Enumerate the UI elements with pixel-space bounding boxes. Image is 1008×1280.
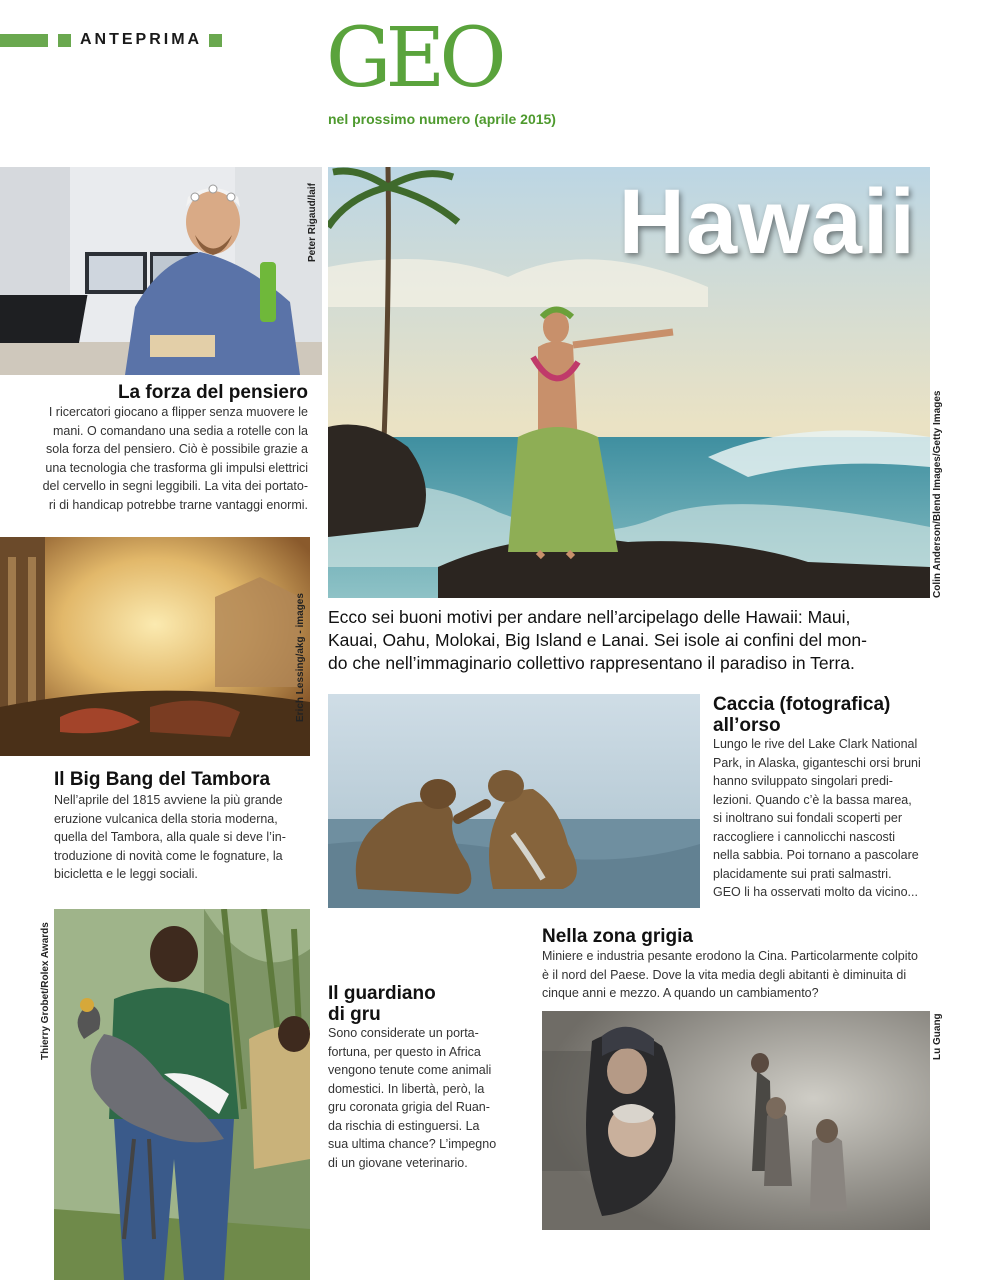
body-orso: Lungo le rive del Lake Clark National Park, in Alaska, giganteschi orsi bruni hanno sviluppato singolari predi- lezioni. Quando c’è la bassa marea, si inoltrano sui fondali scoperti per raccogliere i cannolicchi nascosti nella sabbia. Poi tornano a pascolare placidamente sui prati salmastri. GEO li ha osservati molto da vicino... (713, 737, 921, 899)
title-pensiero: La forza del pensiero (117, 382, 308, 403)
credit-hawaii: Colin Anderson/Blend Images/Getty Images (932, 390, 943, 598)
photo-lab (0, 167, 322, 375)
header-square-left (58, 34, 71, 47)
credit-tambora: Erich Lessing/akg - images (295, 593, 306, 722)
photo-crane (54, 909, 310, 1280)
body-grigia: Miniere e industria pesante erodono la Cina. Particolarmente colpito è il nord del Paese. Dove la vita media degli abitanti è diminuita di cinque anni e mezzo. A quando un cambiamento? (542, 949, 918, 1000)
body-pensiero: I ricercatori giocano a flipper senza muovere le mani. O comandano una sedia a rotelle con la sola forza del pensiero. Ciò è possibile grazie a una tecnologia che trasforma gli impulsi elettrici del cervello in segni leggibili. La vita dei portato- ri di handicap potrebbe trarne vantaggi enormi. (42, 405, 308, 512)
credit-pensiero: Peter Rigaud/laif (307, 183, 318, 262)
credit-grigia: Lu Guang (932, 1013, 943, 1060)
section-label: ANTEPRIMA (80, 31, 203, 48)
title-grigia: Nella zona grigia (542, 926, 693, 947)
hawaii-lead: Ecco sei buoni motivi per andare nell’arcipelago delle Hawaii: Maui, Kauai, Oahu, Molokai, Big Island e Lanai. Sei isole ai confini del mon- do che nell’immaginario collettivo rappresentano il paradiso in Terra. (328, 607, 867, 673)
body-tambora: Nell’aprile del 1815 avviene la più grande eruzione vulcanica della storia moderna, quella del Tambora, alla quale si deve l’in- troduzione di novità come le fognature, la bicicletta e le leggi sociali. (54, 793, 286, 881)
hawaii-title: Hawaii (618, 171, 916, 273)
title-orso: Caccia (fotografica) all’orso (713, 694, 891, 736)
title-tambora: Il Big Bang del Tambora (54, 769, 271, 790)
header-bar (0, 34, 48, 47)
credit-gru: Thierry Grobet/Rolex Awards (40, 922, 51, 1060)
header-square-right (209, 34, 222, 47)
photo-grey-zone (542, 1011, 930, 1230)
body-gru: Sono considerate un porta- fortuna, per questo in Africa vengono tenute come animali domestici. In libertà, però, la gru coronata grigia del Ruan- da rischia di estinguersi. La sua ultima chance? L’impegno di un giovane veterinario. (328, 1026, 497, 1170)
photo-tambora (0, 537, 310, 756)
photo-bears (328, 694, 700, 908)
geo-logo: GEO (326, 11, 501, 106)
title-gru: Il guardiano di gru (328, 983, 436, 1025)
issue-line: nel prossimo numero (aprile 2015) (328, 111, 556, 127)
